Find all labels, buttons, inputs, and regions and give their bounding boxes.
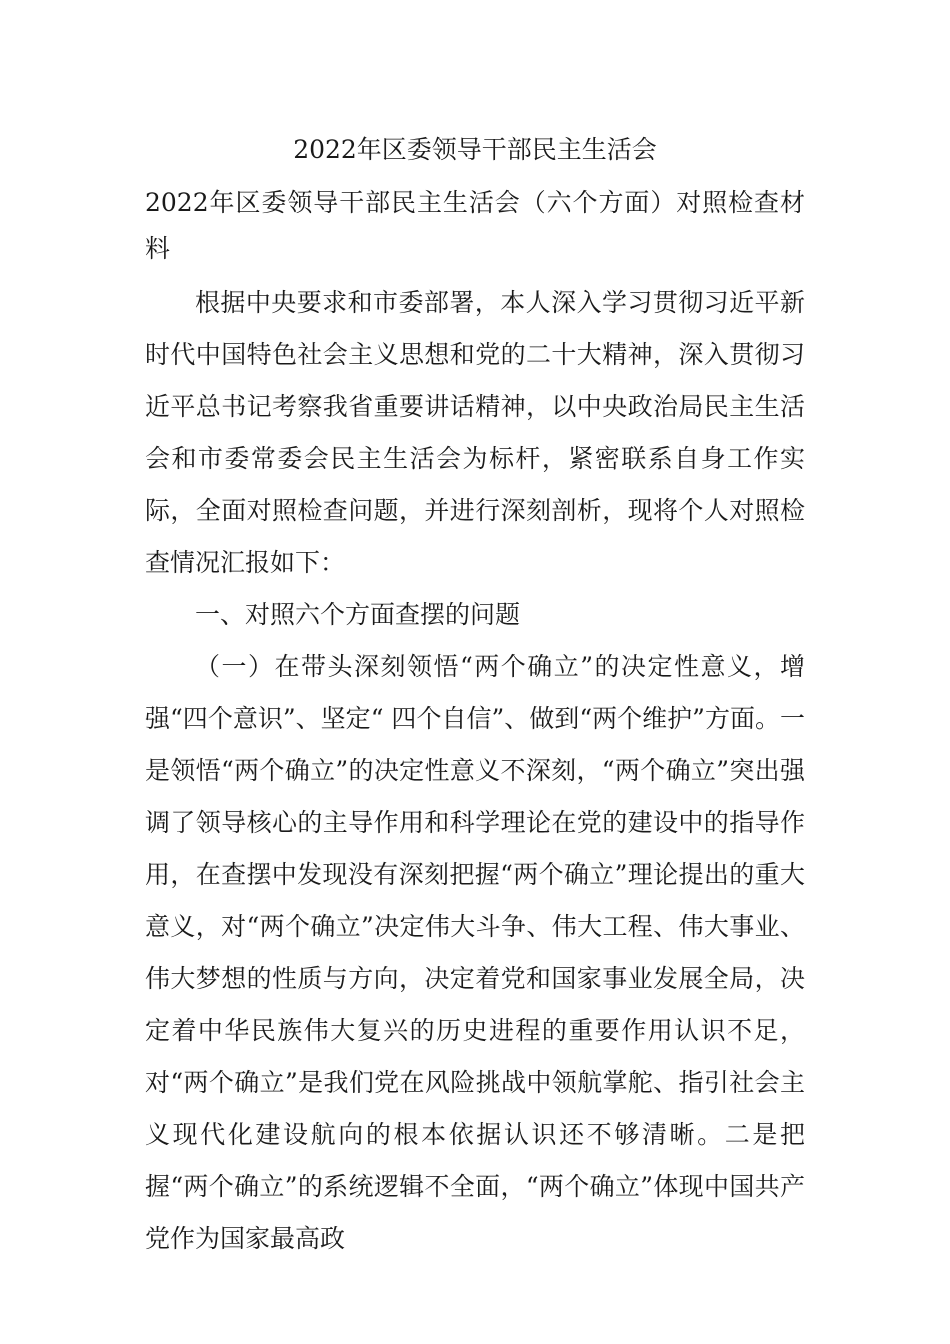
section-heading: 一、对照六个方面查摆的问题 (195, 600, 521, 629)
paragraph-intro: 根据中央要求和市委部署，本人深入学习贯彻习近平新时代中国特色社会主义思想和党的二十大精神，深入贯彻习近平总书记考察我省重要讲话精神，以中央政治局民主生活会和市委常委会民主生活会为标杆，紧密联系自身工作实际，全面对照检查问题，并进行深刻剖析，现将个人对照检查情况汇报如下： (145, 288, 805, 577)
document-subtitle: 2022年区委领导干部民主生活会（六个方面）对照检查材料 (145, 188, 805, 263)
document-body (145, 277, 805, 1265)
paragraph-section-1: （一）在带头深刻领悟“两个确立”的决定性意义，增强“四个意识”、坚定“ 四个自信”、做到“两个维护”方面。一是领悟“两个确立”的决定性意义不深刻，“两个确立”突出强调了领导核心的主导作用和科学理论在党的建设中的指导作用，在查摆中发现没有深刻把握“两个确立”理论提出的重大意义，对“两个确立”决定伟大斗争、伟大工程、伟大事业、伟大梦想的性质与方向，决定着党和国家事业发展全局，决定着中华民族伟大复兴的历史进程的重要作用认识不足，对“两个确立”是我们党在风险挑战中领航掌舵、指引社会主义现代化建设航向的根本依据认识还不够清晰。二是把握“两个确立”的系统逻辑不全面，“两个确立”体现中国共产党作为国家最高政 (145, 652, 805, 1253)
document-title: 2022年区委领导干部民主生活会 (293, 135, 657, 164)
